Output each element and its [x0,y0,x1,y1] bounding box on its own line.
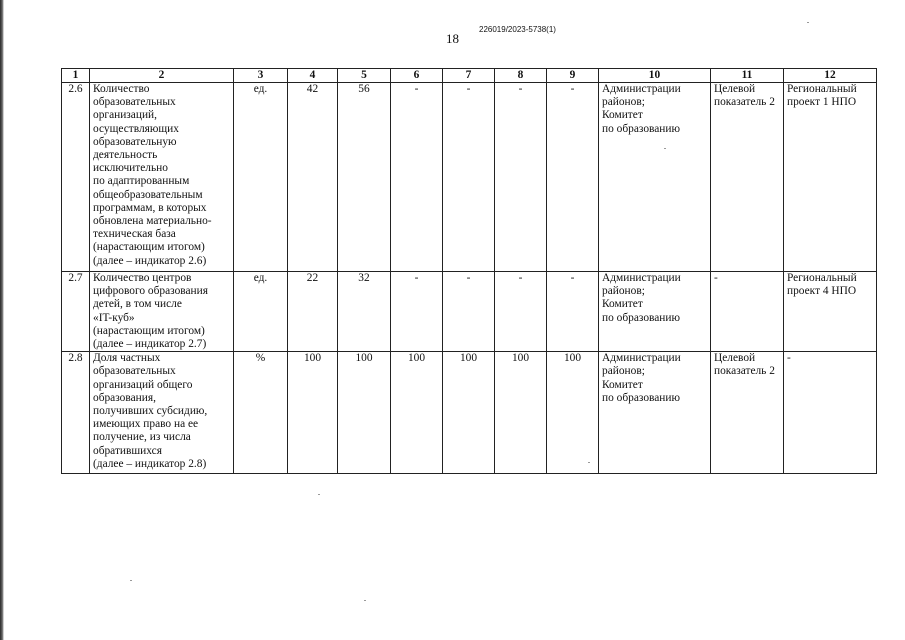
responsible-cell: Администрации районов; Комитет по образованию [599,352,711,474]
column-header: 4 [288,69,338,83]
scan-speck [664,148,666,149]
scan-speck [130,580,132,581]
value-cell: 56 [338,83,391,272]
unit-cell: ед. [234,272,288,352]
column-header: 9 [547,69,599,83]
value-cell: 100 [495,352,547,474]
regional-project-cell: Региональный проект 4 НПО [784,272,877,352]
value-cell: - [547,83,599,272]
column-header: 10 [599,69,711,83]
scan-speck [807,22,809,23]
table-row [62,83,877,272]
value-cell: 100 [288,352,338,474]
row-number: 2.7 [62,272,90,352]
column-header: 2 [90,69,234,83]
indicators-table [61,68,877,474]
value-cell: - [443,272,495,352]
column-header: 8 [495,69,547,83]
column-header: 3 [234,69,288,83]
column-header: 6 [391,69,443,83]
indicator-name: Доля частных образовательных организаций общего образования, получивших субсидию, имеющих право на ее получение, из числа обратившихся (далее – индикатор 2.8) [90,352,234,474]
indicator-name: Количество центров цифрового образования детей, в том числе «IT-куб» (нарастающим итогом) (далее – индикатор 2.7) [90,272,234,352]
table-row [62,272,877,352]
row-number: 2.8 [62,352,90,474]
scan-edge-shadow [0,0,4,640]
value-cell: - [495,83,547,272]
regional-project-cell: - [784,352,877,474]
regional-project-cell: Региональный проект 1 НПО [784,83,877,272]
value-cell: 42 [288,83,338,272]
target-indicator-cell: Целевой показатель 2 [711,83,784,272]
column-header: 11 [711,69,784,83]
value-cell: - [495,272,547,352]
scan-speck [364,600,366,601]
responsible-cell: Администрации районов; Комитет по образованию [599,83,711,272]
value-cell: 22 [288,272,338,352]
value-cell: 32 [338,272,391,352]
scan-speck [588,462,590,463]
row-number: 2.6 [62,83,90,272]
column-header: 7 [443,69,495,83]
unit-cell: ед. [234,83,288,272]
target-indicator-cell: Целевой показатель 2 [711,352,784,474]
value-cell: 100 [391,352,443,474]
table-row [62,352,877,474]
value-cell: - [391,83,443,272]
table-header-row [62,69,877,83]
indicator-name: Количество образовательных организаций, осуществляющих образовательную деятельность исключительно по адаптированным общеобразовательным программам, в которых обновлена материально- техническая база (нарастающим итогом) (далее – индикатор 2.6) [90,83,234,272]
target-indicator-cell: - [711,272,784,352]
value-cell: - [547,272,599,352]
value-cell: - [443,83,495,272]
column-header: 12 [784,69,877,83]
value-cell: 100 [443,352,495,474]
column-header: 5 [338,69,391,83]
responsible-cell: Администрации районов; Комитет по образованию [599,272,711,352]
value-cell: - [391,272,443,352]
scan-speck [318,494,320,495]
value-cell: 100 [338,352,391,474]
unit-cell: % [234,352,288,474]
value-cell: 100 [547,352,599,474]
column-header: 1 [62,69,90,83]
page-number: 18 [446,31,459,46]
document-registration-stamp: 226019/2023-5738(1) [479,25,556,34]
